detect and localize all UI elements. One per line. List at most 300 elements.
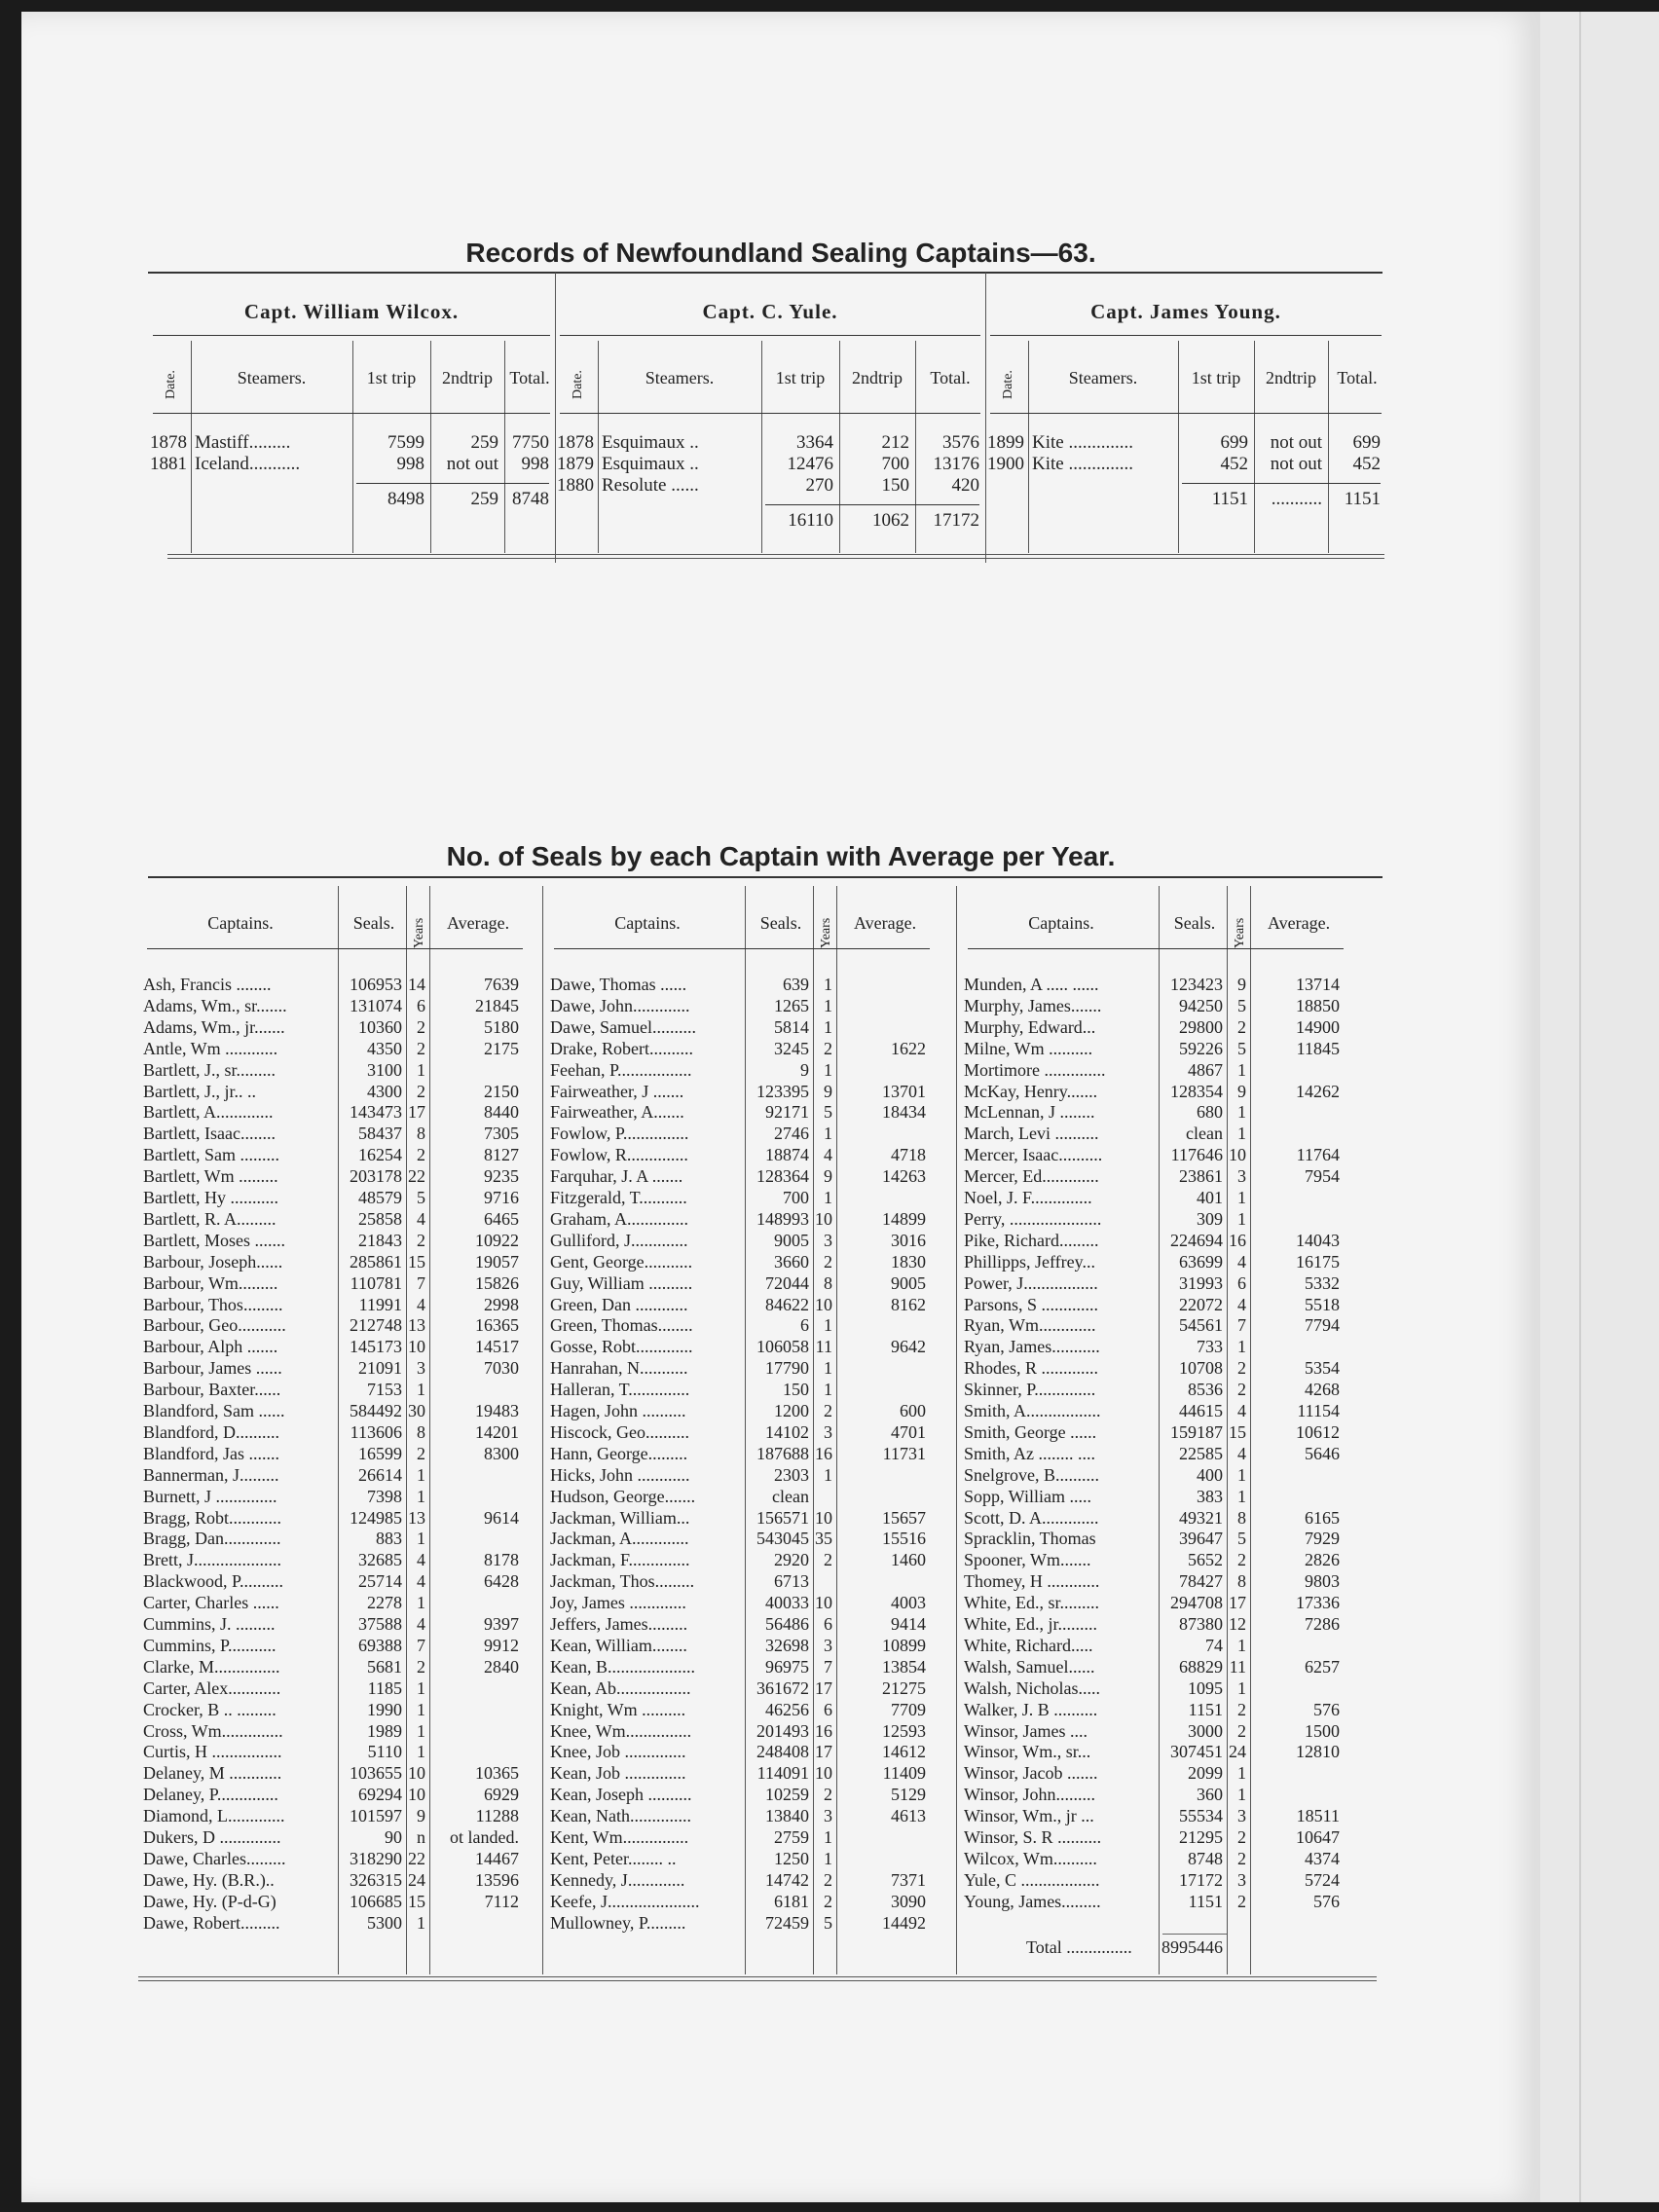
seal-years: 3 xyxy=(1237,1166,1246,1187)
seal-average: 5646 xyxy=(1305,1443,1340,1463)
captain-name: Winsor, James .... xyxy=(964,1720,1088,1741)
seal-years: 7 xyxy=(417,1635,425,1655)
seal-row xyxy=(143,1826,525,1848)
cell-total: 699 xyxy=(1352,432,1381,453)
records-top-rule xyxy=(148,272,1382,274)
seal-years: 1 xyxy=(824,975,832,994)
seal-count: 110781 xyxy=(350,1272,402,1293)
captain-name: Carter, Charles ...... xyxy=(143,1593,279,1613)
captain-name: Parsons, S ............. xyxy=(964,1294,1099,1314)
seal-row xyxy=(964,1443,1346,1464)
captain-name: Hudson, George....... xyxy=(550,1486,696,1506)
seal-average: 11409 xyxy=(882,1763,926,1784)
seal-years: 4 xyxy=(824,1145,832,1165)
seal-average: 14467 xyxy=(475,1848,519,1868)
seal-years: 17 xyxy=(408,1102,425,1123)
cell-steamer: Resolute ...... xyxy=(602,475,699,496)
seal-row xyxy=(964,1208,1346,1230)
seal-average: 9614 xyxy=(484,1507,519,1528)
seal-row xyxy=(550,1570,932,1592)
col-head-date: Date. xyxy=(571,370,585,399)
total-trip1: 8498 xyxy=(387,489,424,509)
seal-count: 309 xyxy=(1197,1208,1223,1229)
seal-count: 3245 xyxy=(774,1038,809,1058)
section-divider xyxy=(555,273,556,563)
seal-average: 21275 xyxy=(882,1677,926,1698)
seal-count: clean xyxy=(1186,1124,1223,1144)
seal-years: 9 xyxy=(824,1166,832,1187)
seal-block-divider xyxy=(542,886,543,1974)
seal-row xyxy=(964,1869,1346,1891)
seal-years: 16 xyxy=(815,1443,832,1463)
seal-count: 2099 xyxy=(1188,1763,1223,1784)
seal-count: 4300 xyxy=(367,1081,402,1101)
seal-count: 361672 xyxy=(756,1677,809,1698)
seal-years: 1 xyxy=(417,1486,425,1506)
seal-row xyxy=(550,1144,932,1165)
seal-years: 11 xyxy=(1229,1656,1246,1677)
seal-years: 17 xyxy=(815,1677,832,1698)
seal-years: 2 xyxy=(824,1550,832,1570)
seal-years: 17 xyxy=(815,1742,832,1762)
captain-name: Capt. James Young. xyxy=(1090,300,1281,323)
header-rule xyxy=(560,413,980,414)
seal-row xyxy=(143,1165,525,1187)
captain-name: Knee, Job .............. xyxy=(550,1742,686,1762)
seal-row xyxy=(143,995,525,1016)
seal-years: 2 xyxy=(1237,1720,1246,1741)
seal-count: 14742 xyxy=(765,1869,809,1890)
seal-row xyxy=(964,1421,1346,1443)
seal-average: 6465 xyxy=(484,1208,519,1229)
seal-row xyxy=(143,1336,525,1357)
seal-count: 26614 xyxy=(358,1464,402,1485)
captain-name: Halleran, T.............. xyxy=(550,1380,690,1400)
seal-average: 5129 xyxy=(891,1785,926,1805)
seal-head-average: Average. xyxy=(1267,913,1331,933)
seal-row xyxy=(143,1762,525,1784)
captain-name: Burnett, J .............. xyxy=(143,1486,277,1506)
captain-name: Capt. William Wilcox. xyxy=(243,300,460,323)
seal-average: 5332 xyxy=(1305,1272,1340,1293)
seal-count: 156571 xyxy=(756,1507,809,1528)
captain-name: Dawe, John............. xyxy=(550,995,690,1015)
captain-name: Munden, A ..... ...... xyxy=(964,975,1099,994)
seal-count: 22072 xyxy=(1179,1294,1223,1314)
seal-years: 10 xyxy=(408,1785,425,1805)
seal-count: 187688 xyxy=(756,1443,809,1463)
seal-average: 7709 xyxy=(891,1699,926,1719)
captain-name: Skinner, P.............. xyxy=(964,1380,1096,1400)
seal-count: 106953 xyxy=(350,975,402,994)
seal-count: 14102 xyxy=(765,1421,809,1442)
seal-years: 1 xyxy=(417,1059,425,1080)
seal-years: 13 xyxy=(408,1315,425,1336)
seal-years: 1 xyxy=(824,1016,832,1037)
seal-row xyxy=(964,1826,1346,1848)
seal-row xyxy=(550,1443,932,1464)
captain-name: Dukers, D .............. xyxy=(143,1827,281,1847)
seal-row xyxy=(550,1357,932,1379)
seal-count: 74 xyxy=(1205,1635,1223,1655)
seal-years: 7 xyxy=(1237,1315,1246,1336)
seal-row xyxy=(550,1741,932,1762)
seal-head-years: Years xyxy=(412,917,426,948)
seal-count: 10360 xyxy=(358,1016,402,1037)
seal-average: 14492 xyxy=(882,1912,926,1933)
captain-name: Hanrahan, N........... xyxy=(550,1358,688,1379)
seal-row xyxy=(964,1848,1346,1869)
seal-years: 10 xyxy=(408,1337,425,1357)
captain-name: Gent, George........... xyxy=(550,1251,693,1272)
seal-row xyxy=(550,1101,932,1123)
seal-average: 12593 xyxy=(882,1720,926,1741)
seal-years: 3 xyxy=(1237,1806,1246,1826)
seal-average: 4374 xyxy=(1305,1848,1340,1868)
captain-name: Walsh, Samuel...... xyxy=(964,1656,1095,1677)
seal-average: 9414 xyxy=(891,1614,926,1634)
seal-row xyxy=(964,1294,1346,1315)
seal-count: 32685 xyxy=(358,1550,402,1570)
captain-rule xyxy=(990,335,1382,336)
sum-rule xyxy=(765,504,979,505)
captain-name: Jackman, A............. xyxy=(550,1529,689,1549)
seal-count: 145173 xyxy=(350,1337,402,1357)
seal-average: 7112 xyxy=(484,1891,519,1911)
captain-name: Power, J................. xyxy=(964,1272,1098,1293)
seal-head-captains: Captains. xyxy=(207,913,274,933)
seal-row xyxy=(550,1891,932,1912)
seal-average: 10647 xyxy=(1296,1827,1340,1847)
captain-name: Scott, D. A............. xyxy=(964,1507,1099,1528)
seal-count: 68829 xyxy=(1179,1656,1223,1677)
seal-average: 1500 xyxy=(1305,1720,1340,1741)
seal-years: 9 xyxy=(824,1081,832,1101)
seal-row xyxy=(550,1656,932,1677)
seal-count: 1989 xyxy=(367,1720,402,1741)
captain-name: Jackman, F.............. xyxy=(550,1550,690,1570)
seal-row xyxy=(964,1613,1346,1635)
seal-row xyxy=(143,1357,525,1379)
seal-row xyxy=(550,1123,932,1144)
captain-name: Brett, J.................... xyxy=(143,1550,281,1570)
cell-trip1: 699 xyxy=(1220,432,1248,453)
seal-years: 2 xyxy=(1237,1550,1246,1570)
seal-row xyxy=(550,1762,932,1784)
captain-name: Bartlett, Isaac........ xyxy=(143,1124,276,1144)
seal-average: 13596 xyxy=(475,1869,519,1890)
captain-name: Dawe, Hy. (P-d-G) xyxy=(143,1891,276,1911)
captain-name: Keefe, J..................... xyxy=(550,1891,700,1911)
seal-years: 3 xyxy=(824,1421,832,1442)
seal-years: 2 xyxy=(417,1230,425,1250)
seal-years: 10 xyxy=(815,1593,832,1613)
seal-average: 7929 xyxy=(1305,1529,1340,1549)
total-rule xyxy=(1162,1934,1227,1935)
col-head-3: 2ndtrip xyxy=(442,368,493,387)
captain-name: Drake, Robert.......... xyxy=(550,1038,693,1058)
seal-row xyxy=(143,1272,525,1294)
seal-count: 2746 xyxy=(774,1124,809,1144)
captain-name: Dawe, Robert......... xyxy=(143,1912,280,1933)
seal-row xyxy=(143,974,525,995)
seal-head-seals: Seals. xyxy=(1173,913,1216,933)
seal-years: 2 xyxy=(417,1145,425,1165)
seal-years: 10 xyxy=(815,1507,832,1528)
seal-years: 1 xyxy=(417,1720,425,1741)
seal-count: 2303 xyxy=(774,1464,809,1485)
captain-name: White, Ed., jr......... xyxy=(964,1614,1097,1634)
seal-average: 2175 xyxy=(484,1038,519,1058)
seal-count: 106058 xyxy=(756,1337,809,1357)
seal-row xyxy=(143,1869,525,1891)
seal-count: 1250 xyxy=(774,1848,809,1868)
seal-average: 4613 xyxy=(891,1806,926,1826)
seal-years: 4 xyxy=(417,1550,425,1570)
captain-name: Barbour, James ...... xyxy=(143,1358,282,1379)
seal-count: 3000 xyxy=(1188,1720,1223,1741)
seal-count: 400 xyxy=(1197,1464,1223,1485)
seal-row xyxy=(550,1805,932,1826)
captain-name: Milne, Wm .......... xyxy=(964,1038,1093,1058)
seal-years: 9 xyxy=(417,1806,425,1826)
seal-average: 6257 xyxy=(1305,1656,1340,1677)
cell-trip1: 998 xyxy=(396,454,424,474)
cell-trip1: 7599 xyxy=(387,432,424,453)
seal-count: 17790 xyxy=(765,1358,809,1379)
seal-years: 2 xyxy=(417,1081,425,1101)
captain-name: Jackman, William... xyxy=(550,1507,690,1528)
seal-years: 24 xyxy=(408,1869,425,1890)
seal-row xyxy=(143,1314,525,1336)
seal-count: 5814 xyxy=(774,1016,809,1037)
seal-years: 1 xyxy=(1237,1188,1246,1207)
seal-years: 10 xyxy=(408,1763,425,1784)
seal-years: 2 xyxy=(824,1401,832,1420)
seal-row xyxy=(550,1486,932,1507)
captain-name: Smith, Az ........ .... xyxy=(964,1443,1096,1463)
seal-count: 5652 xyxy=(1188,1550,1223,1570)
seal-years: 6 xyxy=(824,1614,832,1634)
seal-count: 1095 xyxy=(1188,1677,1223,1698)
seal-average: 11154 xyxy=(1297,1401,1340,1420)
seal-years: 1 xyxy=(824,1315,832,1336)
seal-row xyxy=(550,1208,932,1230)
seal-count: 2759 xyxy=(774,1827,809,1847)
seal-years: 2 xyxy=(1237,1827,1246,1847)
sum-rule xyxy=(356,483,549,484)
seal-count: 72044 xyxy=(765,1272,809,1293)
seal-count: 1185 xyxy=(367,1677,402,1698)
seal-count: 13840 xyxy=(765,1806,809,1826)
seal-average: 11731 xyxy=(882,1443,926,1463)
seal-years: 4 xyxy=(417,1614,425,1634)
seal-header-rule xyxy=(968,948,1344,949)
captain-name: Spracklin, Thomas xyxy=(964,1529,1096,1549)
captain-name: Winsor, Wm., sr... xyxy=(964,1742,1091,1762)
seal-count: 150 xyxy=(783,1380,809,1400)
seal-average: ot landed. xyxy=(450,1827,519,1847)
captain-name: Green, Dan ............ xyxy=(550,1294,688,1314)
seal-row xyxy=(143,1613,525,1635)
seal-count: 360 xyxy=(1197,1785,1223,1805)
seal-average: 10899 xyxy=(882,1635,926,1655)
seal-years: 16 xyxy=(1229,1230,1246,1250)
seal-years: 1 xyxy=(417,1912,425,1933)
captain-name: Barbour, Geo........... xyxy=(143,1315,286,1336)
captain-name: Winsor, Wm., jr ... xyxy=(964,1806,1094,1826)
cell-date: 1878 xyxy=(150,432,187,453)
seal-average: 1460 xyxy=(891,1550,926,1570)
section-divider xyxy=(985,273,986,563)
seal-count: 32698 xyxy=(765,1635,809,1655)
seal-years: 1 xyxy=(417,1529,425,1549)
captain-name: Spooner, Wm....... xyxy=(964,1550,1091,1570)
cell-steamer: Kite .............. xyxy=(1032,432,1133,453)
seal-average: 8300 xyxy=(484,1443,519,1463)
seal-row xyxy=(964,1038,1346,1059)
seal-count: 114091 xyxy=(756,1763,809,1784)
seal-count: 58437 xyxy=(358,1124,402,1144)
seal-count: 159187 xyxy=(1170,1421,1223,1442)
seals-bottom-rule xyxy=(138,1976,1377,1981)
captain-name: Cummins, P........... xyxy=(143,1635,276,1655)
seal-count: 680 xyxy=(1197,1102,1223,1123)
captain-name: Jeffers, James......... xyxy=(550,1614,688,1634)
seal-years: 5 xyxy=(824,1912,832,1933)
seal-row xyxy=(143,1549,525,1570)
seal-row xyxy=(550,995,932,1016)
seal-count: 90 xyxy=(385,1827,402,1847)
captain-name: Sopp, William ..... xyxy=(964,1486,1091,1506)
captain-name: Knight, Wm .......... xyxy=(550,1699,686,1719)
captain-name: Knee, Wm............... xyxy=(550,1720,692,1741)
cell-total: 7750 xyxy=(512,432,549,453)
captain-name: Bragg, Robt............ xyxy=(143,1507,281,1528)
seal-average: 7639 xyxy=(484,975,519,994)
cell-date: 1880 xyxy=(557,475,594,496)
captain-name: Bannerman, J......... xyxy=(143,1464,279,1485)
seal-count: 224694 xyxy=(1170,1230,1223,1250)
seal-years: 1 xyxy=(1237,1677,1246,1698)
seal-count: 5110 xyxy=(367,1742,402,1762)
seal-count: 6181 xyxy=(774,1891,809,1911)
seal-row xyxy=(550,1592,932,1613)
seal-years: 3 xyxy=(824,1635,832,1655)
col-head-2: 1st trip xyxy=(366,368,417,387)
seal-years: 1 xyxy=(417,1742,425,1762)
seal-row xyxy=(550,1528,932,1549)
seal-row xyxy=(550,1869,932,1891)
seal-head-seals: Seals. xyxy=(759,913,802,933)
cell-total: 13176 xyxy=(933,454,979,474)
seal-count: 5681 xyxy=(367,1656,402,1677)
captain-name: Phillipps, Jeffrey... xyxy=(964,1251,1095,1272)
seal-count: 131074 xyxy=(350,995,402,1015)
seal-row xyxy=(550,1421,932,1443)
seal-years: 5 xyxy=(417,1188,425,1207)
header-rule xyxy=(990,413,1382,414)
seal-head-seals: Seals. xyxy=(352,913,395,933)
seal-years: 1 xyxy=(417,1593,425,1613)
seal-years: 6 xyxy=(1237,1272,1246,1293)
seal-count: 117646 xyxy=(1170,1145,1223,1165)
seal-years: 2 xyxy=(417,1016,425,1037)
seal-years: 1 xyxy=(1237,1763,1246,1784)
seal-row xyxy=(143,1805,525,1826)
seal-count: 4350 xyxy=(367,1038,402,1058)
seal-years: 1 xyxy=(824,995,832,1015)
seal-row xyxy=(550,1165,932,1187)
seal-years: 2 xyxy=(1237,1891,1246,1911)
seal-average: 19483 xyxy=(475,1401,519,1420)
seal-row xyxy=(143,1656,525,1677)
seal-row xyxy=(964,1187,1346,1208)
seal-years: 2 xyxy=(417,1443,425,1463)
captain-name: Dawe, Hy. (B.R.).. xyxy=(143,1869,275,1890)
total-total: 1151 xyxy=(1344,489,1381,509)
seal-count: 401 xyxy=(1197,1188,1223,1207)
seal-average: 3016 xyxy=(891,1230,926,1250)
seal-count: 143473 xyxy=(350,1102,402,1123)
seal-count: 37588 xyxy=(358,1614,402,1634)
seal-average: 4003 xyxy=(891,1593,926,1613)
captain-name: Young, James......... xyxy=(964,1891,1101,1911)
captain-name: Blandford, Jas ....... xyxy=(143,1443,279,1463)
seal-years: 2 xyxy=(1237,1699,1246,1719)
seal-years: 5 xyxy=(1237,1529,1246,1549)
seal-row xyxy=(964,1059,1346,1081)
seal-row xyxy=(143,1464,525,1486)
seal-average: 7030 xyxy=(484,1358,519,1379)
seal-row xyxy=(964,1314,1346,1336)
sum-rule xyxy=(1182,483,1381,484)
seal-average: 9912 xyxy=(484,1635,519,1655)
seal-head-average: Average. xyxy=(446,913,510,933)
seal-row xyxy=(964,1656,1346,1677)
seal-average: 600 xyxy=(900,1401,926,1420)
col-head-2: 1st trip xyxy=(775,368,826,387)
seal-count: 128354 xyxy=(1170,1081,1223,1101)
col-head-4: Total. xyxy=(509,368,550,387)
seal-years: 14 xyxy=(408,975,425,994)
seal-years: 22 xyxy=(408,1848,425,1868)
captain-name: Kent, Wm............... xyxy=(550,1827,689,1847)
seal-count: 6713 xyxy=(774,1571,809,1592)
col-head-date: Date. xyxy=(1001,370,1015,399)
col-head-2: 1st trip xyxy=(1191,368,1241,387)
seal-row xyxy=(964,1699,1346,1720)
seal-count: 307451 xyxy=(1170,1742,1223,1762)
seal-row xyxy=(964,1464,1346,1486)
seal-row xyxy=(550,1464,932,1486)
captain-name: McLennan, J ........ xyxy=(964,1102,1095,1123)
seal-average: 18511 xyxy=(1296,1806,1340,1826)
seal-average: 13714 xyxy=(1296,975,1340,994)
captain-name: Fowlow, R.............. xyxy=(550,1145,688,1165)
cell-steamer: Mastiff......... xyxy=(195,432,291,453)
seal-years: 1 xyxy=(1237,1102,1246,1123)
captain-name: Barbour, Thos......... xyxy=(143,1294,283,1314)
captain-name: Clarke, M............... xyxy=(143,1656,280,1677)
captain-name: Kean, B.................... xyxy=(550,1656,695,1677)
seal-years: 7 xyxy=(824,1656,832,1677)
seal-years: 2 xyxy=(1237,1016,1246,1037)
captain-name: Kean, Nath.............. xyxy=(550,1806,691,1826)
seal-count: 18874 xyxy=(765,1145,809,1165)
seal-row xyxy=(550,1314,932,1336)
seal-count: 123423 xyxy=(1170,975,1223,994)
